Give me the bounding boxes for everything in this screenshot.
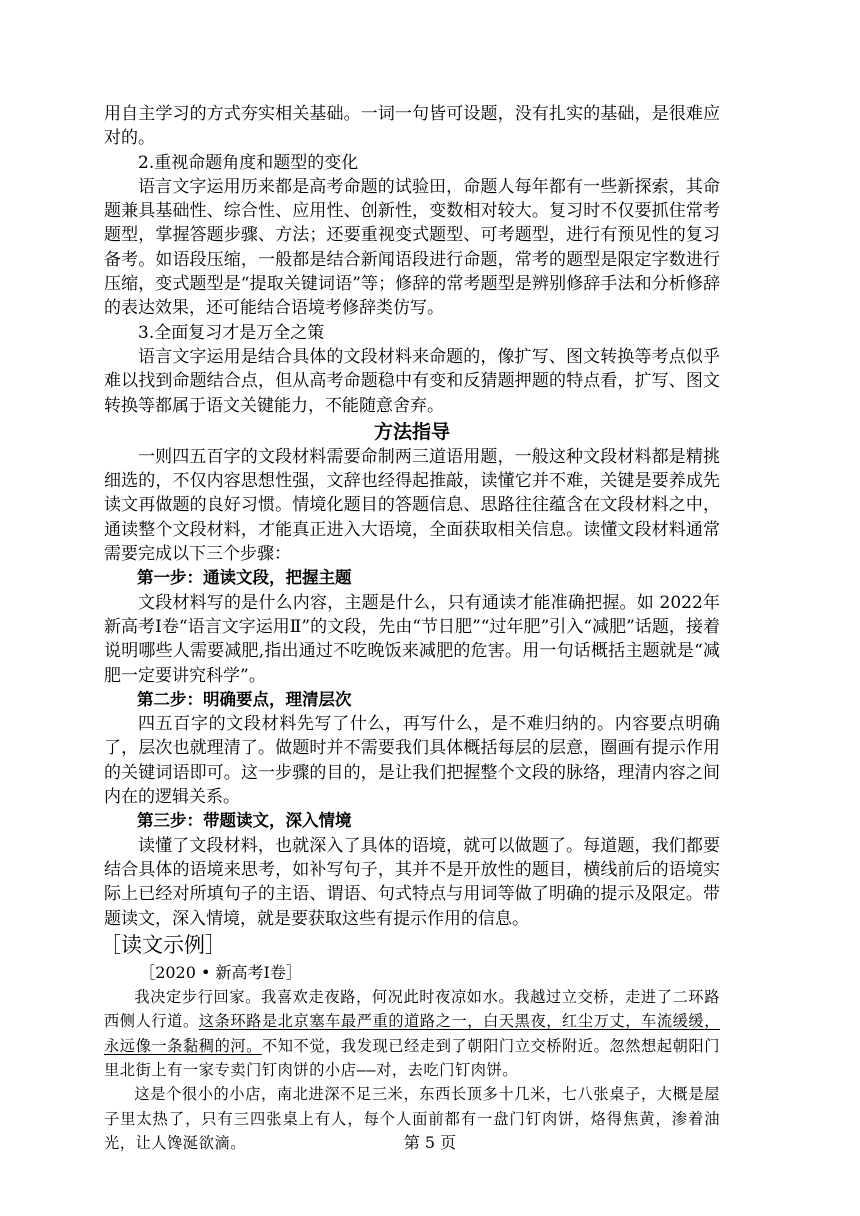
step-2-title: 第二步：明确要点，理清层次 <box>137 689 352 709</box>
paragraph-2: 语言文字运用历来都是高考命题的试验田，命题人每年都有一些新探索，其命题兼具基础性、综合性、应用性、创新性，变数相对较大。复习时不仅要抓住常考题型，掌握答题步骤、方法；还要重视变式题型、可考题型，进行有预见性的复习备考。如语段压缩，一般都是结合新闻语段进行命题，常考的题型是限定字数进行压缩，变式题型是“提取关键词语”等；修辞的常考题型是辨别修辞手法和分析修辞的表达效果，还可能结合语境考修辞类仿写。 <box>104 176 720 319</box>
step-1-text: 文段材料写的是什么内容，主题是什么，只有通读才能准确把握。如 2022年新高考Ⅰ卷“语言文字运用Ⅱ”的文段，先由“节日肥”“过年肥”引入“减肥”话题，接着说明哪些人需要减肥,指出通过不吃晚饭来减肥的危害。用一句话概括主题就是“减肥一定要讲究科学”。 <box>104 592 720 686</box>
subheading-3: 3.全面复习才是万全之策 <box>138 322 325 343</box>
document-page <box>100 102 720 1155</box>
example-paragraph-2: 这是个很小的小店，南北进深不足三米，东西长顶多十几米，七八张桌子，大概是屋子里太热了，只有三四张桌上有人，每个人面前都有一盘门钉肉饼，烙得焦黄，渗着油光，让人馋涎欲滴。 <box>104 1085 720 1152</box>
paragraph-3: 语言文字运用是结合具体的文段材料来命题的，像扩写、图文转换等考点似乎难以找到命题结合点，但从高考命题稳中有变和反猜题押题的特点看，扩写、图文转换等都属于语文关键能力，不能随意舍弃。 <box>104 346 720 416</box>
example-paragraph-1 <box>104 985 720 1082</box>
step-3-title: 第三步：带题读文，深入情境 <box>137 811 352 831</box>
example-text-pre: 我决定步行回家。我喜欢走夜路，何况此时夜凉如水。我越过立交桥，走进了二环路西侧人行道。 <box>104 988 720 1031</box>
paragraph-intro: 用自主学习的方式夯实相关基础。一词一句皆可设题，没有扎实的基础，是很难应对的。 <box>104 104 720 149</box>
page-number: 第 5 页 <box>403 1133 457 1152</box>
step-2-text: 四五百字的文段材料先写了什么，再写什么，是不难归纳的。内容要点明确了，层次也就理清了。做题时并不需要我们具体概括每层的层意，圈画有提示作用的关键词语即可。这一步骤的目的，是让我们把握整个文段的脉络，理清内容之间内在的逻辑关系。 <box>104 714 720 808</box>
method-intro: 一则四五百字的文段材料需要命制两三道语用题，一般这种文段材料都是精挑细选的，不仅内容思想性强，文辞也经得起推敲，读懂它并不难，关键是要养成先读文再做题的良好习惯。情境化题目的答题信息、思路往往蕴含在文段材料之中，通读整个文段材料，才能真正进入大语境，全面获取相关信息。读懂文段材料通常需要完成以下三个步骤： <box>104 446 720 565</box>
method-heading: 方法指导 <box>373 420 450 443</box>
example-underlined-sentence: 这条环路是北京塞车最严重的道路之一，白天黑夜，红尘万丈，车流缓缓，永远像一条黏稠的河。 <box>104 1012 720 1055</box>
subheading-2: 2.重视命题角度和题型的变化 <box>138 152 359 173</box>
step-1-title: 第一步：通读文段，把握主题 <box>137 568 352 588</box>
example-source: ［2020 • 新高考Ⅰ卷］ <box>139 962 302 982</box>
example-text-post: 不知不觉，我发现已经走到了朝阳门立交桥附近。忽然想起朝阳门里北街上有一家专卖门钉肉饼的小店——对，去吃门钉肉饼。 <box>104 1036 720 1079</box>
example-label: ［读文示例］ <box>100 932 226 957</box>
step-3-text: 读懂了文段材料，也就深入了具体的语境，就可以做题了。每道题，我们都要结合具体的语境来思考，如补写句子，其并不是开放性的题目，横线前后的语境实际上已经对所填句子的主语、谓语、句式特点与用词等做了明确的提示及限定。带题读文，深入情境，就是要获取这些有提示作用的信息。 <box>104 835 720 929</box>
